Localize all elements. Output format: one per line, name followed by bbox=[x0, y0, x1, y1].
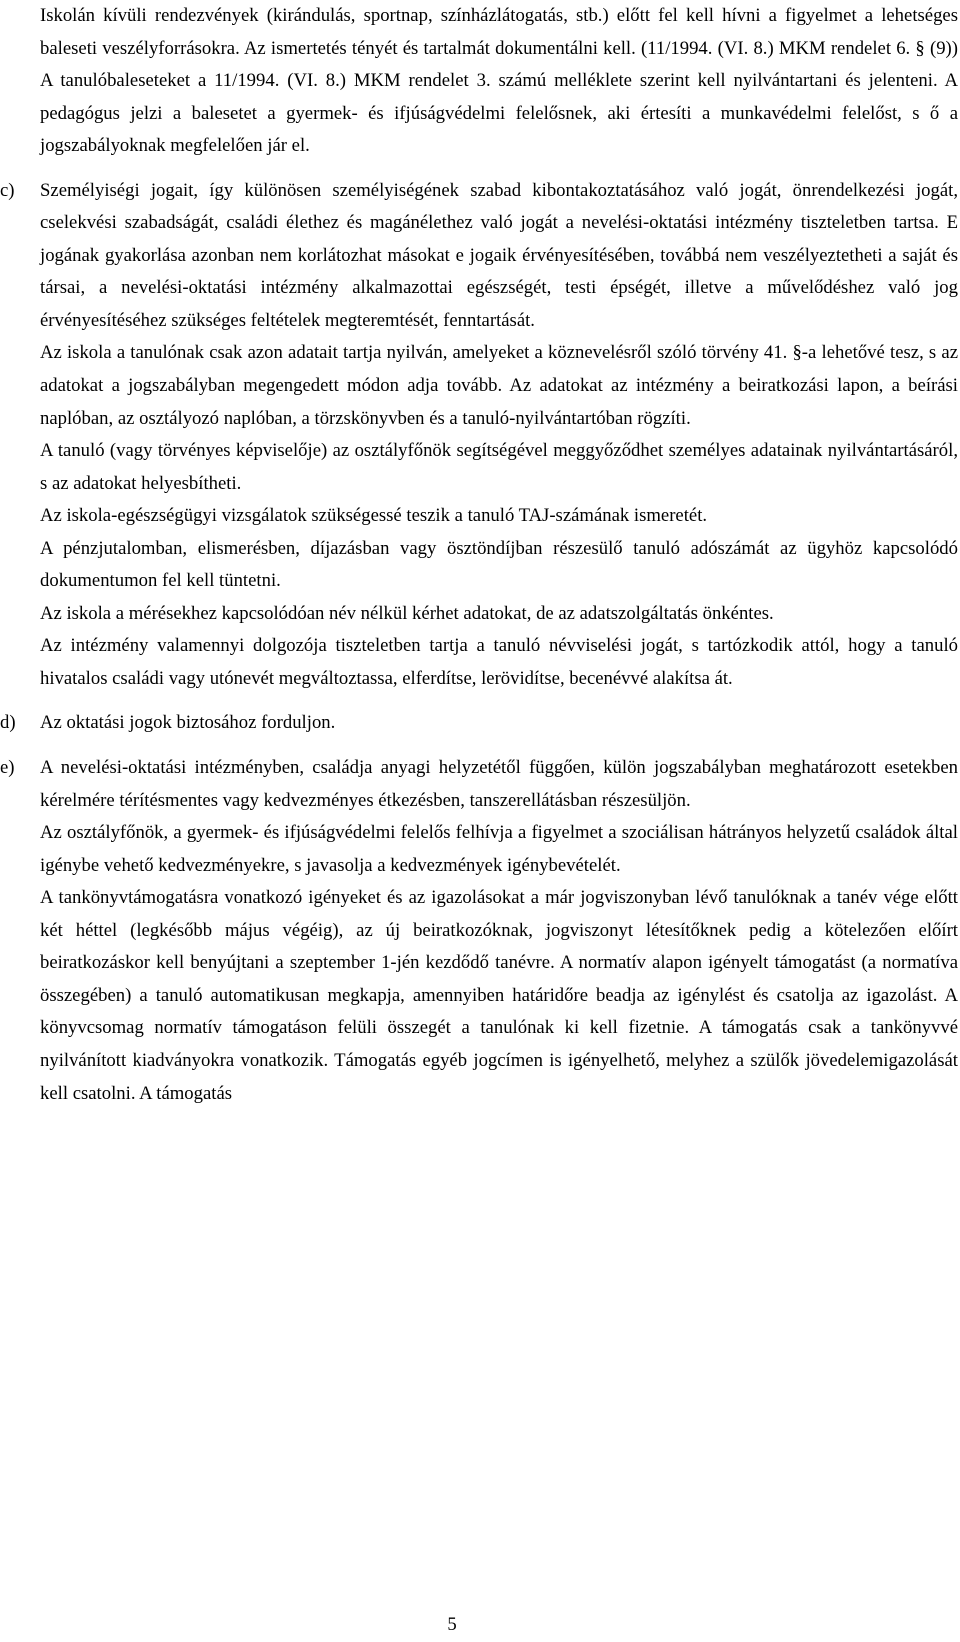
intro-paragraph: Iskolán kívüli rendezvények (kirándulás, sportnap, színházlátogatás, stb.) előtt fel kell hívni a figyelmet a lehetséges baleseti veszélyforrásokra. Az ismertetés tényét és tartalmát dokumentálni kell. (11/1994. (VI. 8.) MKM rendelet 6. § (9)) A tanulóbaleseteket a 11/1994. (VI. 8.) MKM rendelet 3. számú melléklete szerint kell nyilvántartani és jelenteni. A pedagógus jelzi a balesetet a gyermek- és ifjúságvédelmi felelősnek, aki értesíti a munkavédelmi felelőst, s ő a jogszabályoknak megfelelően jár el. bbox=[40, 5, 958, 157]
paragraph-tax-number: A pénzjutalomban, elismerésben, díjazásban vagy ösztöndíjban részesülő tanuló adószámát az ügyhöz kapcsolódó dokumentumon fel kell tüntetni. bbox=[40, 537, 958, 592]
paragraph-personal-rights: Személyiségi jogait, így különösen személyiségének szabad kibontakoztatásához való jogát, önrendelkezési jogát, cselekvési szabadságát, családi élethez és magánélethez való jogát a nevelési-oktatási intézmény tiszteletben tartsa. E jogának gyakorlása azonban nem korlátozhat másokat e jogaik érvényesítésében, továbbá nem veszélyeztetheti a saját és társai, a nevelési-oktatási intézmény alkalmazottai egészségét, testi épségét, illetve a művelődéshez való jog érvényesítéséhez szükséges feltételek megteremtését, fenntartását. bbox=[40, 179, 958, 331]
list-marker-d: d) bbox=[0, 712, 16, 734]
list-item-c-body bbox=[40, 175, 958, 696]
paragraph-free-meals: A nevelési-oktatási intézményben, családja anyagi helyzetétől függően, külön jogszabályban meghatározott esetekben kérelmére térítésmentes vagy kedvezményes étkezésben, tanszerellátásban részesüljön. bbox=[40, 757, 958, 811]
list-item-e bbox=[0, 752, 958, 1110]
paragraph-ombudsman: Az oktatási jogok biztosához forduljon. bbox=[40, 712, 336, 734]
paragraph-discounts: Az osztályfőnök, a gyermek- és ifjúságvédelmi felelős felhívja a figyelmet a szociálisan hátrányos helyzetű családok által igénybe vehető kedvezményekre, s javasolja a kedvezmények igénybevételét. bbox=[40, 822, 958, 876]
paragraph-name-rights: Az intézmény valamennyi dolgozója tiszteletben tartja a tanuló névviselési jogát, s tartózkodik attól, hogy a tanuló hivatalos családi vagy utónevét megváltoztassa, elferdítse, lerövidítse, becenévvé alakítsa át. bbox=[40, 635, 958, 689]
page-number: 5 bbox=[447, 1614, 457, 1635]
list-item-d-body bbox=[40, 707, 958, 740]
list-item-c bbox=[0, 175, 958, 696]
intro-section bbox=[40, 0, 958, 163]
list-marker-c: c) bbox=[0, 179, 15, 201]
list-item-e-body bbox=[40, 752, 958, 1110]
paragraph-data-correction: A tanuló (vagy törvényes képviselője) az osztályfőnök segítségével meggyőződhet személyes adatainak nyilvántartásáról, s az adatokat helyesbítheti. bbox=[40, 440, 958, 494]
list-item-d bbox=[0, 707, 958, 740]
list-marker-e: e) bbox=[0, 757, 15, 779]
paragraph-measurements: Az iskola a mérésekhez kapcsolódóan név nélkül kérhet adatokat, de az adatszolgáltatás önkéntes. bbox=[40, 602, 774, 624]
paragraph-data-records: Az iskola a tanulónak csak azon adatait tartja nyilván, amelyeket a köznevelésről szóló törvény 41. §-a lehetővé tesz, s az adatokat a jogszabályban megengedett módon adja tovább. Az adatokat az intézmény a beiratkozási lapon, a beírási naplóban, az osztályozó naplóban, a törzskönyvben és a tanuló-nyilvántartóban rögzíti. bbox=[40, 342, 958, 429]
paragraph-taj-number: Az iskola-egészségügyi vizsgálatok szükségessé teszik a tanuló TAJ-számának ismeretét. bbox=[40, 505, 708, 527]
paragraph-textbook-support: A tankönyvtámogatásra vonatkozó igényeket és az igazolásokat a már jogviszonyban lévő tanulóknak a tanév vége előtt két héttel (legkésőbb május végéig), az új beiratkozóknak, jogviszonyt létesítőknek pedig a kötelezően előírt beiratkozáskor kell benyújtani a szeptember 1-jén kezdődő tanévre. A normatív alapon igényelt támogatást (a normatíva összegében) a tanuló automatikusan megkapja, amennyiben határidőre beadja az igénylést és csatolja az igazolást. A könyvcsomag normatív támogatáson felüli összegét a tanulónak ki kell fizetnie. A támogatás csak a tankönyvvé nyilvánított kiadványokra vonatkozik. Támogatás egyéb jogcímen is igényelhető, melyhez a szülők jövedelemigazolását kell csatolni. A támogatás bbox=[40, 887, 958, 1104]
